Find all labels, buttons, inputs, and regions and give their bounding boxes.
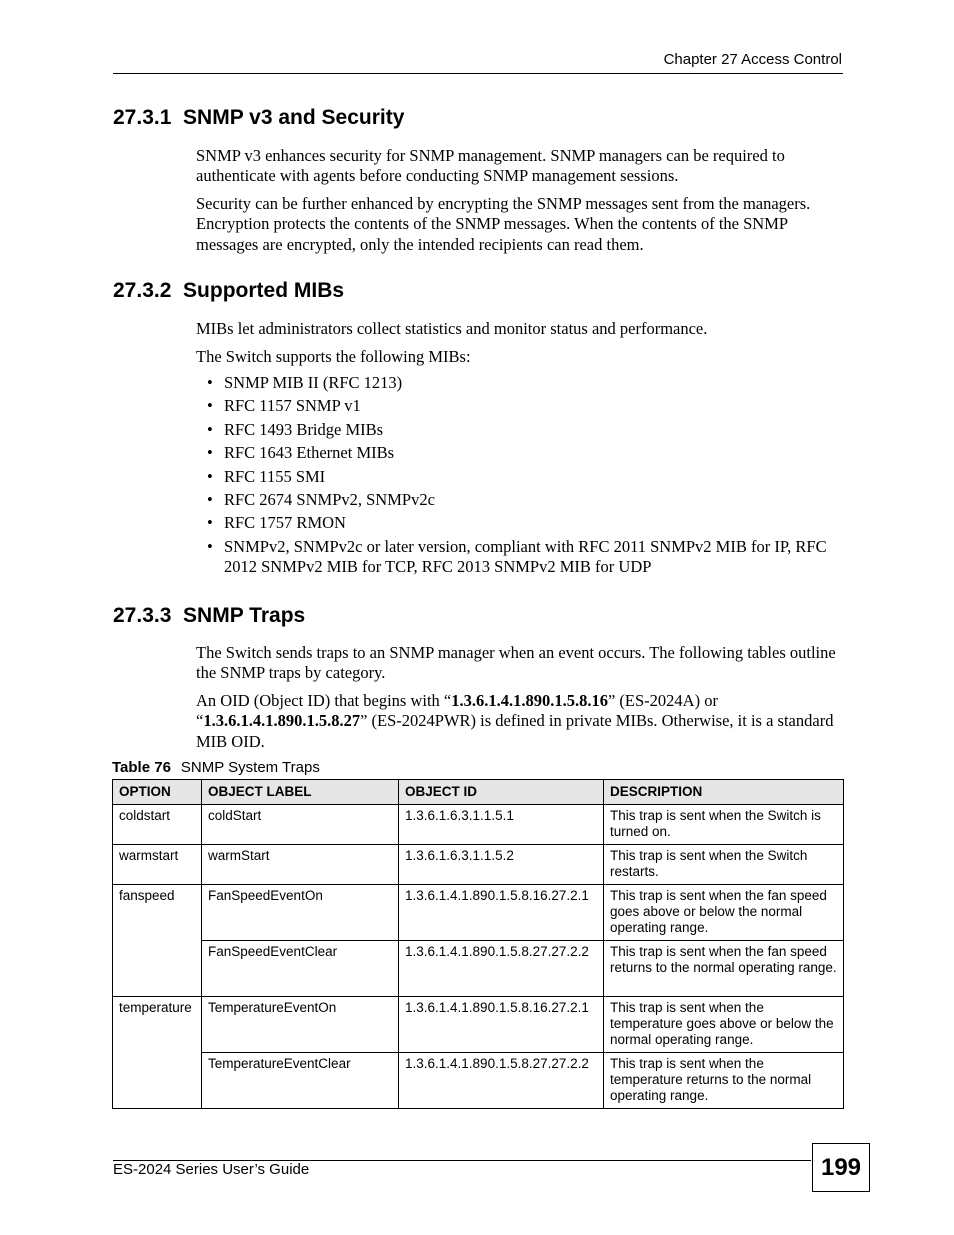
cell-object-label: coldStart [202,805,399,845]
paragraph-mibs-list-intro: The Switch supports the following MIBs: [196,347,471,366]
table-caption [112,759,320,776]
column-header-object-id: OBJECT ID [399,780,604,805]
cell-object-label: TemperatureEventClear [202,1053,399,1109]
table-header-row [113,780,844,805]
cell-object-label: FanSpeedEventOn [202,885,399,941]
oid-note-text: An OID (Object ID) that begins with “ [196,691,452,710]
paragraph-traps-intro: The Switch sends traps to an SNMP manager when an event occurs. The following tables outline the SNMP traps by category. [196,643,836,683]
cell-option: coldstart [113,805,202,845]
cell-object-id: 1.3.6.1.4.1.890.1.5.8.27.27.2.2 [399,941,604,997]
list-item: • SNMP MIB II (RFC 1213) [196,373,841,393]
list-item: • RFC 2674 SNMPv2, SNMPv2c [196,490,841,510]
mib-list [196,373,841,580]
table-caption-label: Table 76 [112,759,171,776]
cell-description: This trap is sent when the Switch restarts. [604,845,844,885]
cell-description: This trap is sent when the temperature returns to the normal operating range. [604,1053,844,1109]
oid-es2024a: 1.3.6.1.4.1.890.1.5.8.16 [451,691,608,710]
cell-option: temperature [113,997,202,1109]
paragraph-snmp-v3-encryption: Security can be further enhanced by encrypting the SNMP messages sent from the managers. Encryption protects the contents of the SNMP messages. When the contents of the SNMP messages are encrypted, only the intended recipients can read them. [196,194,811,254]
page-number: 199 [812,1143,870,1192]
header-rule [113,73,843,74]
section-heading-snmp-v3: 27.3.1 SNMP v3 and Security [113,106,405,129]
list-item: • RFC 1493 Bridge MIBs [196,420,841,440]
cell-description: This trap is sent when the Switch is turned on. [604,805,844,845]
guide-title: ES-2024 Series User’s Guide [113,1161,310,1178]
paragraph-oid-note [196,691,841,752]
list-item: • RFC 1643 Ethernet MIBs [196,443,841,463]
oid-es2024pwr: 1.3.6.1.4.1.890.1.5.8.27 [203,711,361,731]
column-header-object-label: OBJECT LABEL [202,780,399,805]
list-item: • SNMPv2, SNMPv2c or later version, compliant with RFC 2011 SNMPv2 MIB for IP, RFC 2012 SNMPv2 MIB for TCP, RFC 2013 SNMPv2 MIB for UDP [196,537,841,578]
oid-note-text: ” (ES-2024PWR) is defined in private MIBs. Otherwise, it is a standard MIB OID. [196,711,834,751]
cell-object-label: TemperatureEventOn [202,997,399,1053]
cell-description: This trap is sent when the fan speed returns to the normal operating range. [604,941,844,997]
table-row [113,997,844,1053]
cell-object-id: 1.3.6.1.4.1.890.1.5.8.16.27.2.1 [399,997,604,1053]
cell-object-id: 1.3.6.1.6.3.1.1.5.2 [399,845,604,885]
cell-object-label: FanSpeedEventClear [202,941,399,997]
column-header-option: OPTION [113,780,202,805]
list-item: • RFC 1155 SMI [196,467,841,487]
cell-object-id: 1.3.6.1.6.3.1.1.5.1 [399,805,604,845]
snmp-system-traps-table [112,779,844,1109]
cell-option: warmstart [113,845,202,885]
cell-description: This trap is sent when the temperature goes above or below the normal operating range. [604,997,844,1053]
section-heading-supported-mibs: 27.3.2 Supported MIBs [113,279,345,302]
table-row [113,885,844,941]
table-row [113,941,844,997]
cell-option: fanspeed [113,885,202,997]
list-item: • RFC 1157 SNMP v1 [196,396,841,416]
column-header-description: DESCRIPTION [604,780,844,805]
paragraph-mibs-intro: MIBs let administrators collect statistics and monitor status and performance. [196,319,708,338]
cell-object-label: warmStart [202,845,399,885]
table-row [113,1053,844,1109]
chapter-header: Chapter 27 Access Control [663,51,842,68]
paragraph-snmp-v3-intro: SNMP v3 enhances security for SNMP management. SNMP managers can be required to authenticate with agents before conducting SNMP management sessions. [196,146,785,186]
cell-description: This trap is sent when the fan speed goes above or below the normal operating range. [604,885,844,941]
oid-note-text: ” (ES-2024A) or “ [196,691,718,731]
table-caption-title: SNMP System Traps [180,759,320,776]
table-row [113,845,844,885]
cell-object-id: 1.3.6.1.4.1.890.1.5.8.27.27.2.2 [399,1053,604,1109]
cell-object-id: 1.3.6.1.4.1.890.1.5.8.16.27.2.1 [399,885,604,941]
section-heading-snmp-traps: 27.3.3 SNMP Traps [113,604,306,627]
list-item: • RFC 1757 RMON [196,513,841,533]
table-row [113,805,844,845]
